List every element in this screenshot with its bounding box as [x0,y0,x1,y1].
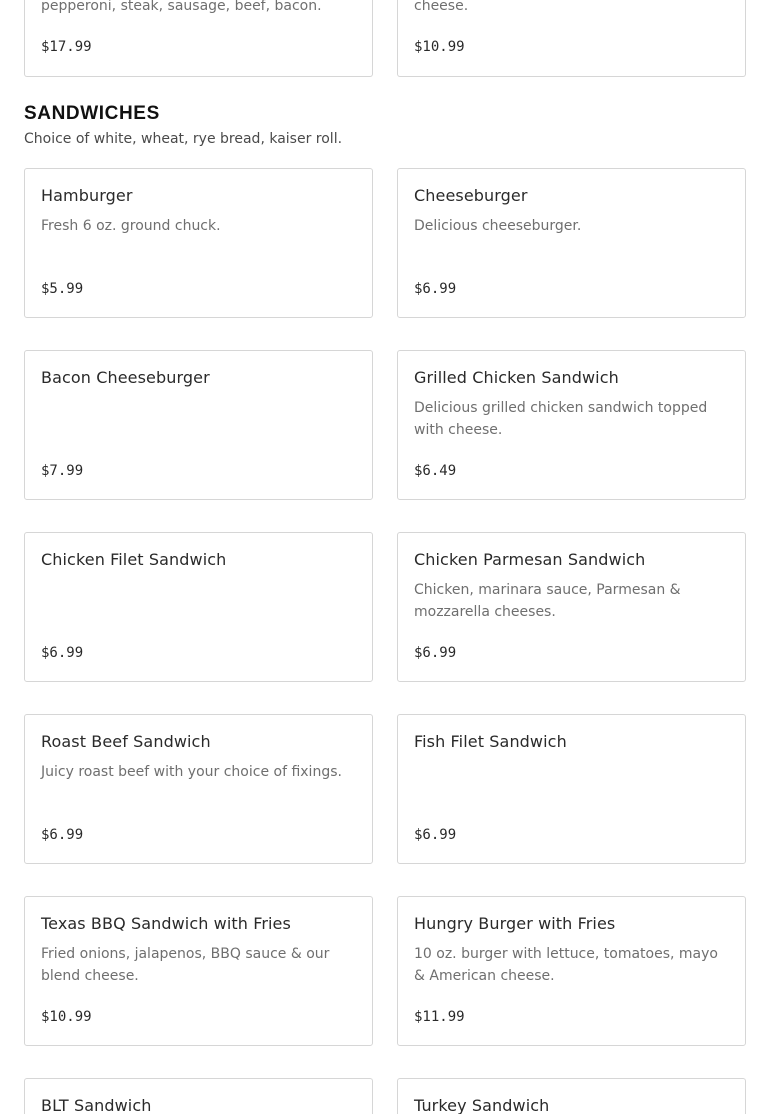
menu-item-description: Fresh 6 oz. ground chuck. [41,218,221,234]
menu-item-price: $6.99 [41,827,84,843]
menu-item-card[interactable] [397,1078,746,1114]
menu-item-price: $6.99 [41,645,84,661]
menu-item-name: Roast Beef Sandwich [41,732,211,751]
menu-item-name: Fish Filet Sandwich [414,732,567,751]
menu-item-description: 10 oz. burger with lettuce, tomatoes, mayo & American cheese. [414,946,718,984]
menu-item-card[interactable] [24,0,373,77]
menu-item-card[interactable] [24,532,373,682]
menu-item-description: Delicious cheeseburger. [414,218,582,234]
menu-item-card[interactable] [24,1078,373,1114]
menu-item-price: $6.99 [414,645,457,661]
menu-item-card[interactable] [24,714,373,864]
menu-item-card[interactable] [24,350,373,500]
menu-item-name: Grilled Chicken Sandwich [414,368,619,387]
menu-item-card[interactable] [24,896,373,1046]
menu-item-price: $6.99 [414,827,457,843]
menu-item-name: Turkey Sandwich [414,1096,550,1114]
menu-item-description: cheese. [414,0,469,14]
menu-item-card[interactable] [397,532,746,682]
menu-item-price: $10.99 [414,39,465,55]
menu-item-price: $10.99 [41,1009,92,1025]
menu-item-card[interactable] [397,168,746,318]
section-title: SANDWICHES [24,103,160,124]
section-description: Choice of white, wheat, rye bread, kaiser roll. [24,131,343,147]
menu-item-name: BLT Sandwich [41,1096,152,1114]
menu-item-name: Texas BBQ Sandwich with Fries [41,914,291,933]
menu-item-description: Fried onions, jalapenos, BBQ sauce & our blend cheese. [41,946,330,984]
menu-item-name: Cheeseburger [414,186,528,205]
menu-item-card[interactable] [397,350,746,500]
menu-item-card[interactable] [397,0,746,77]
menu-item-price: $6.49 [414,463,457,479]
menu-item-price: $6.99 [414,281,457,297]
menu-item-price: $11.99 [414,1009,465,1025]
menu-item-card[interactable] [397,896,746,1046]
menu-item-price: $5.99 [41,281,84,297]
menu-item-price: $7.99 [41,463,84,479]
menu-item-name: Chicken Filet Sandwich [41,550,227,569]
menu-item-name: Hungry Burger with Fries [414,914,616,933]
menu-item-description: Chicken, marinara sauce, Parmesan & mozzarella cheeses. [414,582,681,620]
menu-item-description: pepperoni, steak, sausage, beef, bacon. [41,0,322,14]
menu-item-name: Chicken Parmesan Sandwich [414,550,646,569]
menu-item-name: Hamburger [41,186,133,205]
menu-item-description: Juicy roast beef with your choice of fixings. [41,764,342,780]
menu-item-name: Bacon Cheeseburger [41,368,210,387]
menu-item-card[interactable] [24,168,373,318]
menu-item-price: $17.99 [41,39,92,55]
menu-item-description: Delicious grilled chicken sandwich topped with cheese. [414,400,708,438]
menu-item-card[interactable] [397,714,746,864]
